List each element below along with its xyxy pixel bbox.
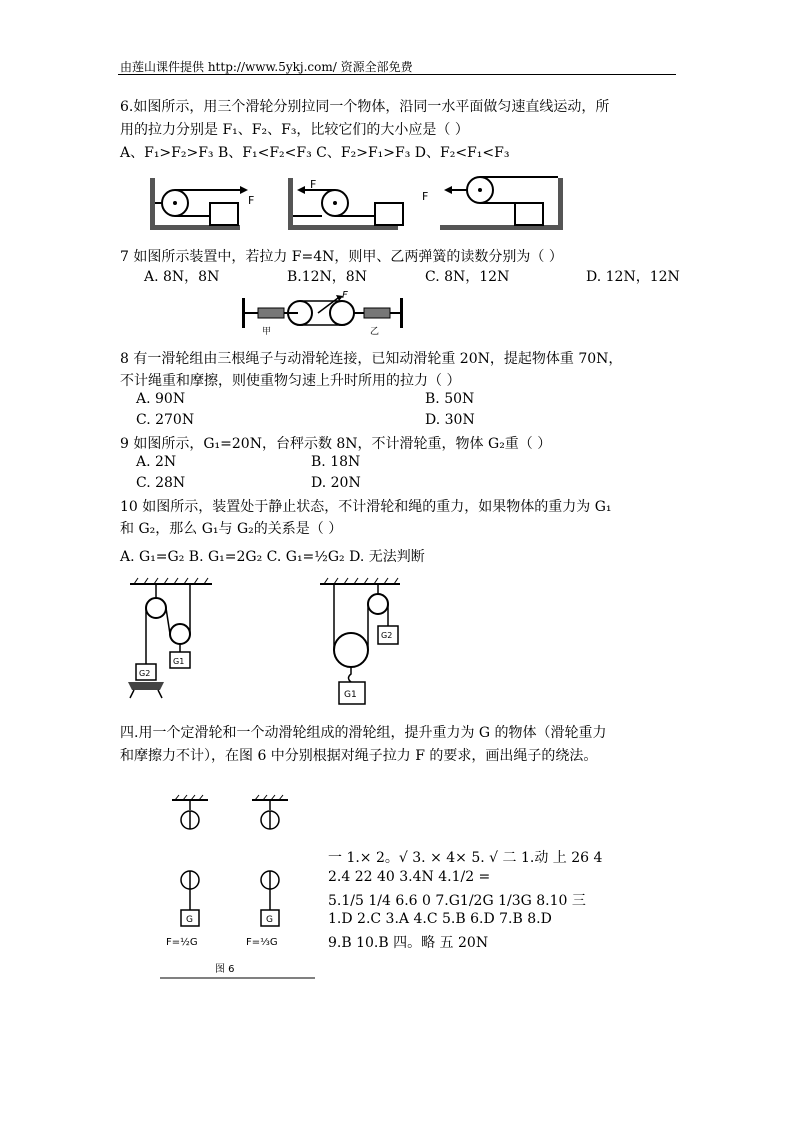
block-1: [210, 203, 238, 225]
answers-line4: 1.D 2.C 3.A 4.C 5.B 6.D 7.B 8.D: [328, 911, 552, 927]
movable-pulley-a: [170, 624, 190, 644]
floor-3: [440, 225, 563, 230]
q7-opt-a: A. 8N，8N: [144, 269, 220, 285]
q9-line1: 9 如图所示，G₁=20N，台秤示数 8N，不计滑轮重，物体 G₂重（ ）: [120, 436, 552, 452]
fixed-pulley-a: [146, 598, 166, 618]
q9-opt-a: A. 2N: [136, 454, 177, 470]
q10-line2: 和 G₂，那么 G₁与 G₂的关系是（ ）: [120, 521, 343, 537]
q8-line1: 8 有一滑轮组由三根绳子与动滑轮连接，已知动滑轮重 20N，提起物体重 70N，: [120, 351, 623, 367]
label-g1-a: G1: [173, 657, 185, 666]
block-3: [515, 203, 543, 225]
fixed-pulley-b: [368, 594, 388, 614]
label-g-left: G: [186, 915, 193, 925]
label-g1-b: G1: [344, 690, 357, 700]
q7-opt-b: B.12N，8N: [287, 269, 367, 285]
answers-line1: 一 1.× 2。√ 3. × 4× 5. √ 二 1.动 上 26 4: [328, 850, 603, 866]
label-g2-a: G2: [139, 669, 151, 678]
wall-left-1: [150, 178, 155, 230]
q7-opt-d: D. 12N，12N: [586, 269, 680, 285]
pulley-right: [330, 301, 354, 325]
figure-6-caption: 图 6: [215, 964, 235, 975]
label-f-q7: F: [342, 290, 348, 301]
answers-line2: 2.4 22 40 3.4N 4.1/2 =: [328, 869, 491, 885]
label-yi: 乙: [370, 327, 380, 336]
q8-opt-d: D. 30N: [425, 412, 475, 428]
label-f-3: F: [422, 190, 429, 203]
q8-opt-c: C. 270N: [136, 412, 195, 428]
label-g2-b: G2: [381, 631, 393, 640]
q8-opt-b: B. 50N: [425, 391, 475, 407]
q6-line2: 用的拉力分别是 F₁、F₂、F₃，比较它们的大小应是（ ）: [120, 122, 469, 138]
q10-line1: 10 如图所示，装置处于静止状态，不计滑轮和绳的重力，如果物体的重力为 G₁: [120, 499, 612, 515]
spring-jia: [258, 308, 284, 318]
q8-line2: 不计绳重和摩擦，则使重物匀速上升时所用的拉力（ ）: [120, 373, 461, 389]
label-f-third: F=⅓G: [246, 937, 278, 948]
figure-6: [160, 790, 320, 980]
q9-opt-c: C. 28N: [136, 475, 186, 491]
page-header: 由莲山课件提供 http://www.5ykj.com/ 资源全部免费: [120, 60, 413, 74]
answers-line3: 5.1/5 1/4 6.6 0 7.G1/2G 1/3G 8.10 三: [328, 893, 586, 909]
q6-options: A、F₁>F₂>F₃ B、F₁<F₂<F₃ C、F₂>F₁>F₃ D、F₂<F₁<F₃: [120, 145, 510, 161]
q6-line1: 6.如图所示，用三个滑轮分别拉同一个物体，沿同一水平面做匀速直线运动，所: [120, 99, 610, 115]
q8-opt-a: A. 90N: [136, 391, 186, 407]
label-g-right: G: [266, 915, 273, 925]
answers-line5: 9.B 10.B 四。略 五 20N: [328, 935, 489, 951]
label-f-1: F: [248, 194, 255, 207]
section4-line1: 四.用一个定滑轮和一个动滑轮组成的滑轮组，提升重力为 G 的物体（滑轮重力: [120, 725, 607, 741]
block-2: [375, 203, 403, 225]
q9-opt-b: B. 18N: [311, 454, 361, 470]
wall-left-2: [288, 178, 293, 230]
spring-yi: [364, 308, 390, 318]
q10-figures: [120, 574, 420, 714]
header-rule: [118, 74, 676, 75]
label-jia: 甲: [262, 327, 272, 336]
q7-figure: [238, 290, 408, 336]
movable-pulley-b: [334, 633, 368, 667]
label-f-half: F=½G: [166, 937, 198, 948]
q7-line1: 7 如图所示装置中，若拉力 F=4N，则甲、乙两弹簧的读数分别为（ ）: [120, 249, 563, 265]
q10-options: A. G₁=G₂ B. G₁=2G₂ C. G₁=½G₂ D. 无法判断: [120, 549, 425, 565]
q9-opt-d: D. 20N: [311, 475, 361, 491]
scale-platform: [128, 682, 164, 690]
label-f-2: F: [310, 178, 317, 191]
q6-figure: [140, 170, 580, 232]
wall-right-3: [558, 178, 563, 230]
q7-opt-c: C. 8N，12N: [425, 269, 510, 285]
section4-line2: 和摩擦力不计），在图 6 中分别根据对绳子拉力 F 的要求，画出绳子的绕法。: [120, 748, 598, 764]
